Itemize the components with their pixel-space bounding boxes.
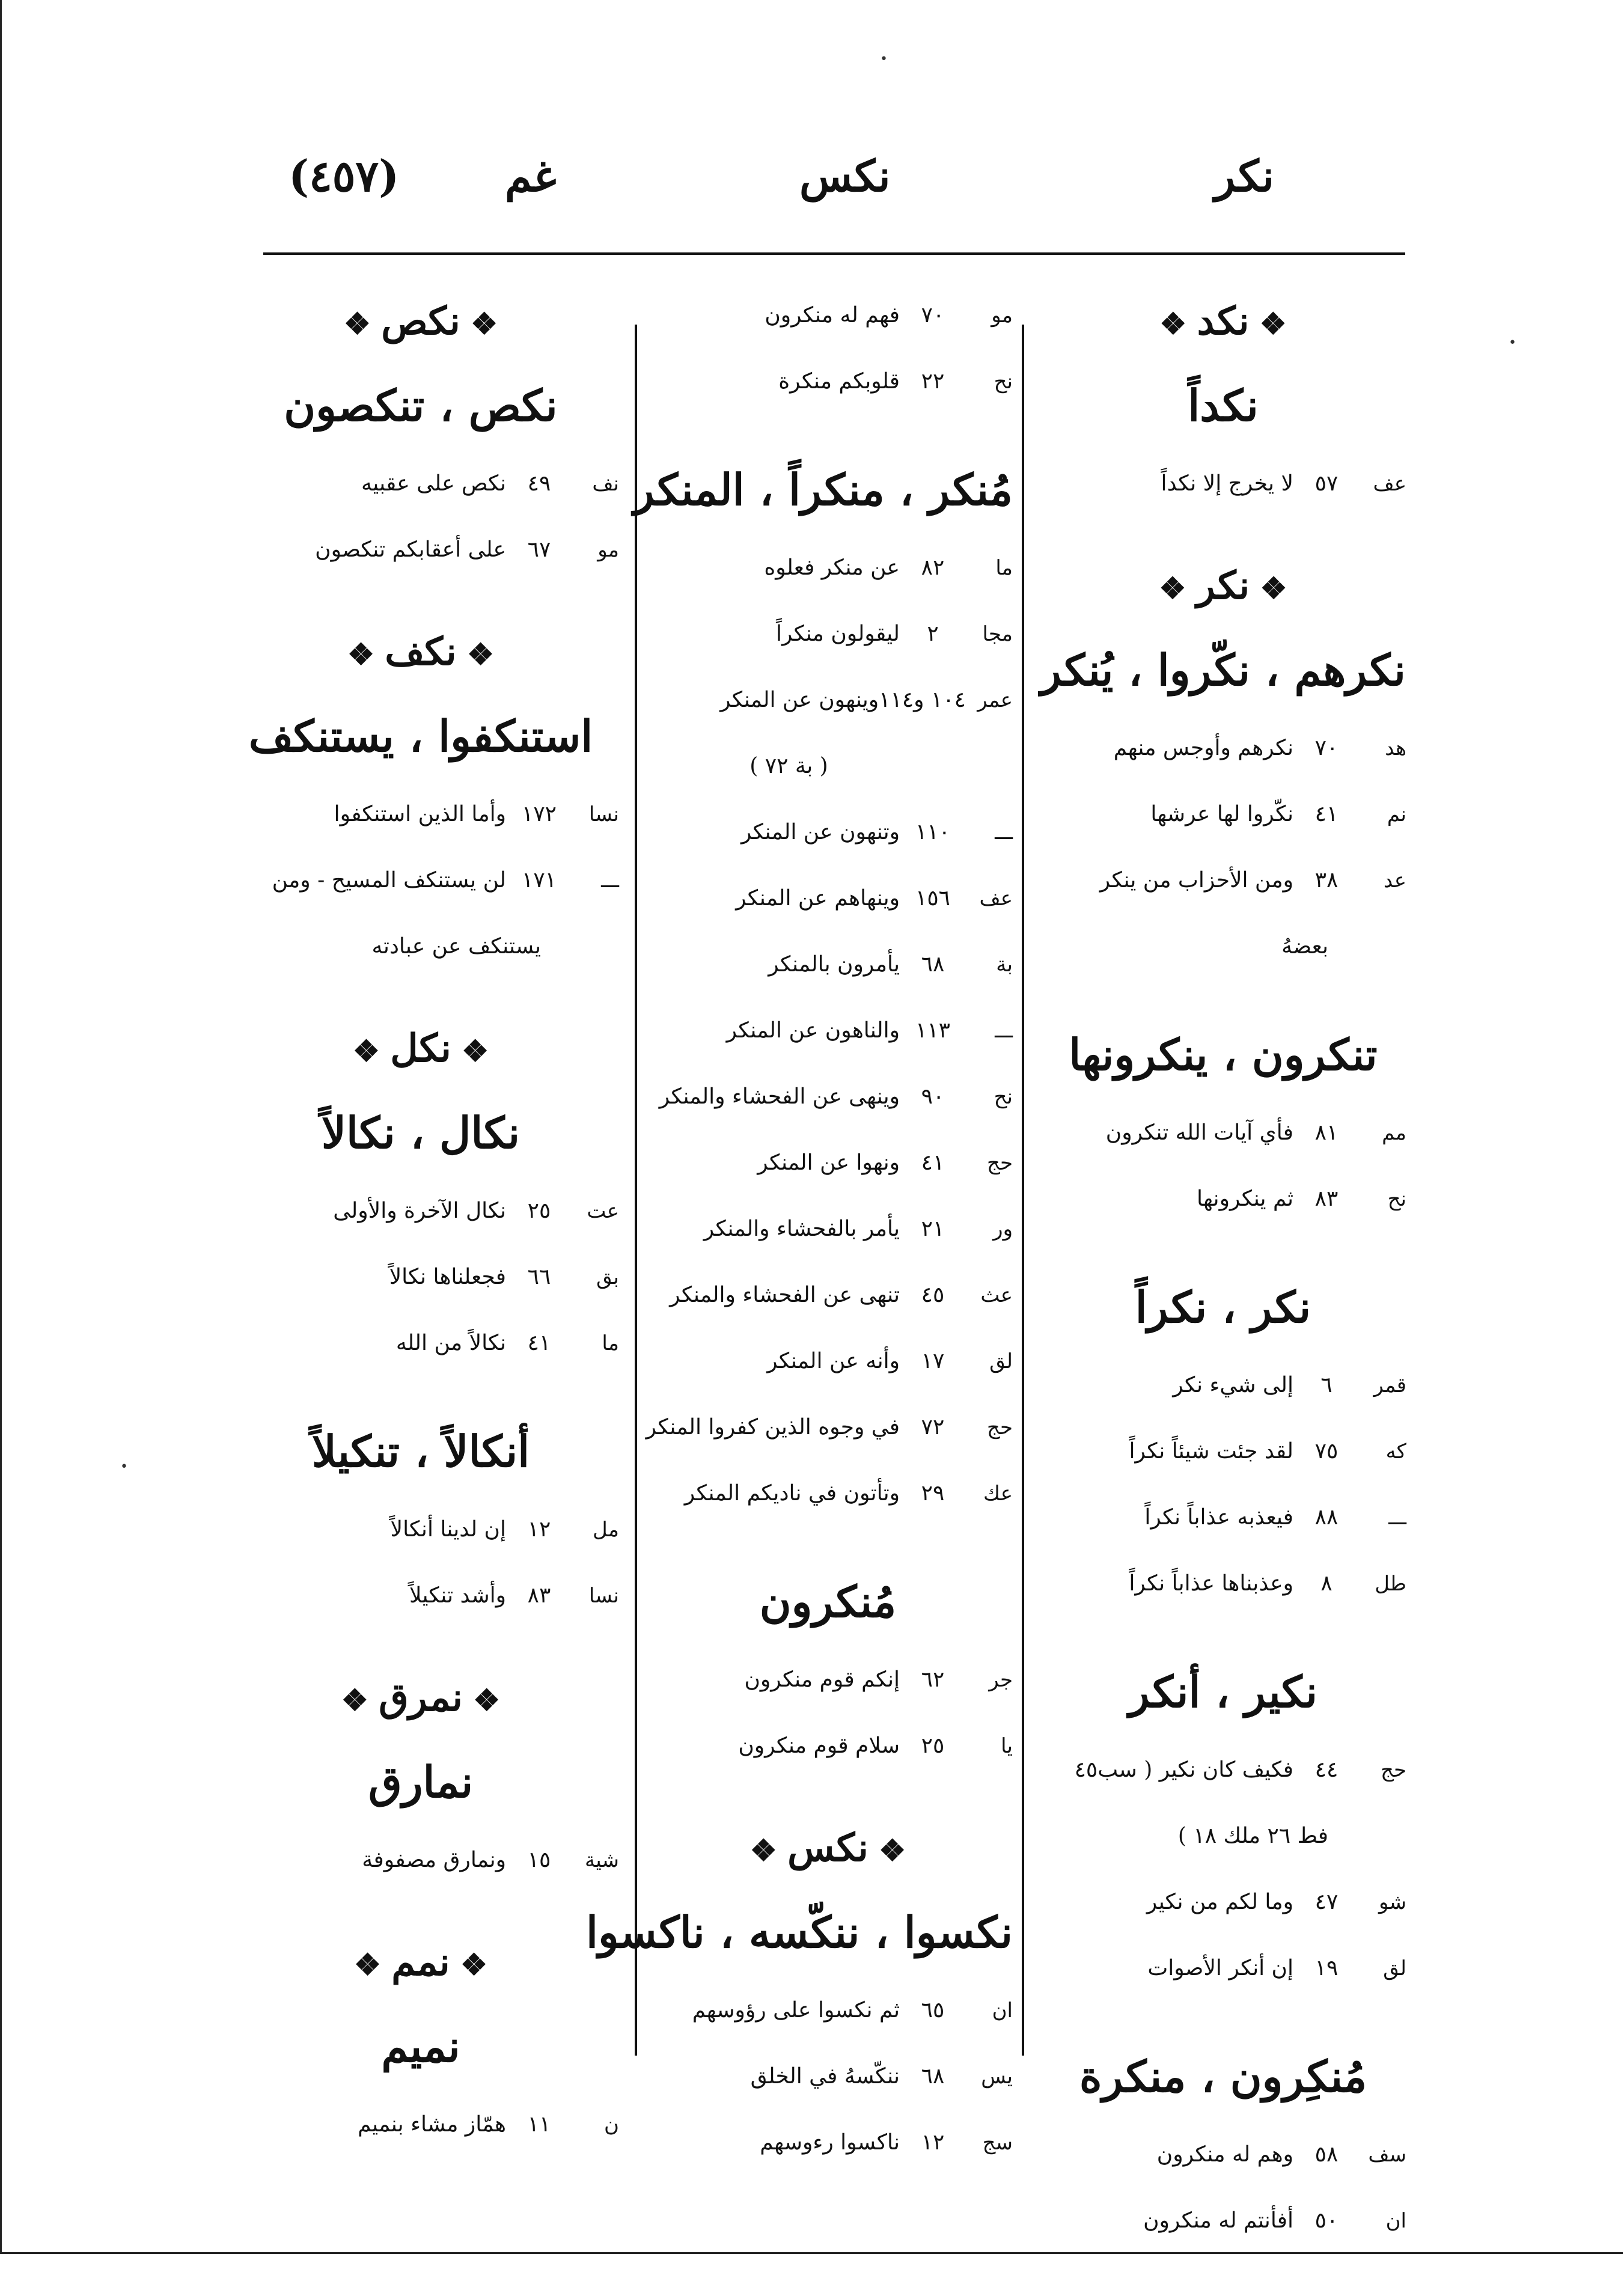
verse-text: ليقولون منكراً	[776, 621, 900, 646]
sura-abbrev: يا	[1001, 1734, 1013, 1758]
column-right	[1040, 282, 1406, 2233]
verse-entry	[643, 866, 1013, 932]
verse-number: ١١٠	[915, 820, 950, 844]
verse-text: أفأنتم له منكرون	[1143, 2208, 1293, 2233]
scan-speck: •	[120, 1459, 128, 1474]
verse-entry	[643, 2110, 1013, 2176]
verse-entry	[643, 1977, 1013, 2044]
spacer	[643, 1527, 1013, 1557]
sura-abbrev: سف	[1368, 2143, 1406, 2167]
ornament-icon: ❖	[749, 1833, 788, 1868]
verse-entry	[222, 1178, 619, 1244]
ornament-icon: ❖	[1250, 570, 1287, 606]
word-form-heading: نكداً	[1188, 380, 1259, 431]
verse-number: ٣٨	[1314, 868, 1339, 893]
sura-abbrev: كه	[1385, 1440, 1406, 1464]
sura-abbrev: عف	[1373, 472, 1406, 496]
spacer	[222, 583, 619, 613]
spacer	[1040, 1617, 1406, 1647]
verse-text: وعذبناها عذاباً نكراً	[1129, 1571, 1293, 1596]
sura-abbrev: مو	[597, 538, 619, 562]
verse-entry	[1040, 715, 1406, 781]
verse-entry	[643, 282, 1013, 349]
verse-number: ٨٣	[527, 1583, 551, 1608]
verse-number: ٦٢	[921, 1667, 945, 1692]
verse-entry	[643, 667, 1013, 733]
verse-number: ٦٦	[527, 1265, 551, 1289]
verse-number: ٩٠	[921, 1084, 945, 1109]
verse-entry	[643, 601, 1013, 667]
verse-text: وأشد تنكيلاً	[409, 1583, 506, 1608]
ornament-icon: ❖	[352, 1033, 391, 1069]
root-heading	[222, 1923, 619, 2002]
sura-abbrev: بة	[996, 953, 1013, 977]
verse-text: قلوبكم منكرة	[778, 369, 900, 394]
ornament-icon: ❖	[450, 1947, 487, 1982]
verse-text: فكيف كان نكير ( سب٤٥	[1074, 1757, 1293, 1782]
verse-number: ١٧	[921, 1349, 945, 1373]
sura-abbrev: عث	[980, 1283, 1013, 1307]
sura-abbrev: مل	[593, 1518, 619, 1542]
verse-number: ٤٩	[527, 471, 551, 496]
ornament-icon: ❖	[1159, 570, 1197, 606]
verse-entry	[1040, 1803, 1406, 1869]
verse-entry	[1040, 914, 1406, 980]
root-heading	[643, 1809, 1013, 1887]
sura-abbrev: نسا	[588, 802, 619, 826]
verse-text: نكالاً من الله	[395, 1331, 506, 1355]
sura-abbrev: حج	[1381, 1758, 1406, 1782]
verse-number: ٧٠	[1314, 736, 1339, 760]
verse-number: ٤١	[1314, 802, 1339, 826]
word-form-heading: مُنكِرون ، منكرة	[1079, 2051, 1367, 2102]
sura-abbrev: نف	[592, 472, 619, 496]
word-form-heading: أنكالاً ، تنكيلاً	[311, 1426, 530, 1477]
sura-abbrev: قمر	[1373, 1373, 1406, 1397]
column-left	[222, 282, 619, 2137]
sura-abbrev: ور	[993, 1217, 1013, 1241]
verse-number: ٨١	[1314, 1120, 1339, 1145]
sura-abbrev: عف	[979, 887, 1013, 911]
verse-entry	[643, 1461, 1013, 1527]
spacer	[643, 415, 1013, 445]
verse-number: ٥٠	[1314, 2208, 1339, 2233]
verse-number: ٢٢	[921, 369, 945, 394]
verse-entry	[643, 1196, 1013, 1262]
ornament-icon: ❖	[343, 306, 382, 341]
verse-entry	[1040, 1100, 1406, 1166]
sura-abbrev: نح	[1387, 1187, 1406, 1211]
verse-text: إنكم قوم منكرون	[744, 1667, 900, 1692]
verse-entry	[643, 799, 1013, 866]
verse-number: ٧٥	[1314, 1439, 1339, 1464]
verse-text: وينهاهم عن المنكر	[736, 886, 900, 911]
sura-abbrev: طل	[1375, 1572, 1406, 1596]
sura-abbrev: حج	[987, 1151, 1013, 1175]
spacer	[222, 2158, 619, 2188]
sura-abbrev: مو	[991, 304, 1013, 328]
verse-text: لن يستنكف المسيح - ومن	[272, 868, 506, 893]
sura-abbrev: نم	[1387, 802, 1406, 826]
verse-entry	[643, 733, 1013, 799]
verse-text: وتأتون في ناديكم المنكر	[684, 1481, 900, 1506]
verse-text: يأمرون بالمنكر	[768, 952, 900, 977]
sura-abbrev: عت	[587, 1199, 619, 1223]
verse-entry	[643, 1713, 1013, 1779]
verse-entry	[643, 932, 1013, 998]
ornament-icon: ❖	[1249, 306, 1287, 341]
verse-text: يستنكف عن عبادته	[371, 934, 541, 959]
ornament-icon: ❖	[456, 637, 494, 672]
spacer	[222, 1629, 619, 1659]
verse-number: ٢٩	[921, 1481, 945, 1506]
root-heading	[222, 1010, 619, 1088]
sura-abbrev: حج	[987, 1415, 1013, 1440]
verse-text: تنهى عن الفحشاء والمنكر	[670, 1283, 900, 1307]
verse-text: لا يخرج إلا نكداً	[1161, 471, 1293, 496]
verse-number: ٢	[927, 621, 939, 646]
verse-text: ومن الأحزاب من ينكر	[1099, 868, 1293, 893]
verse-entry	[222, 1497, 619, 1563]
verse-number: ٧٠	[921, 303, 945, 328]
sura-abbrev: ما	[602, 1331, 619, 1355]
verse-text: وينهى عن الفحشاء والمنكر	[659, 1084, 900, 1109]
running-head-word: نكس	[799, 150, 891, 201]
verse-text: فهم له منكرون	[765, 303, 900, 328]
verse-number: ١٩	[1314, 1956, 1339, 1980]
word-form-heading: تنكرون ، ينكرونها	[1069, 1029, 1378, 1080]
verse-text: وتنهون عن المنكر	[740, 820, 900, 844]
root-heading	[222, 282, 619, 361]
verse-text: إن أنكر الأصوات	[1147, 1956, 1293, 1980]
sura-abbrev: مجا	[982, 622, 1013, 646]
sura-abbrev: نح	[994, 1085, 1013, 1109]
spacer	[1040, 1232, 1406, 1262]
verse-number: ٦٨	[921, 952, 945, 977]
verse-entry	[1040, 1737, 1406, 1803]
verse-entry	[1040, 1352, 1406, 1418]
verse-text: فيعذبه عذاباً نكراً	[1144, 1505, 1293, 1530]
verse-entry	[643, 535, 1013, 601]
verse-entry	[1040, 1935, 1406, 2002]
verse-entry	[1040, 1551, 1406, 1617]
verse-number: ١١٣	[915, 1018, 950, 1043]
verse-text: نكّروا لها عرشها	[1150, 802, 1293, 826]
verse-text: فأي آيات الله تنكرون	[1105, 1120, 1293, 1145]
verse-text: وما لكم من نكير	[1146, 1890, 1293, 1914]
root-word: نكف	[385, 629, 457, 674]
verse-text: على أعقابكم تنكصون	[315, 537, 506, 562]
verse-text: لقد جئت شيئاً نكراً	[1129, 1439, 1293, 1464]
scan-speck: •	[880, 52, 888, 67]
verse-number: ٦٨	[921, 2064, 945, 2089]
verse-text: ثم ينكرونها	[1196, 1186, 1293, 1211]
verse-entry	[222, 1563, 619, 1629]
verse-number: ٧٢	[921, 1415, 945, 1440]
verse-number: ١٢	[527, 1517, 551, 1542]
verse-entry	[1040, 2188, 1406, 2254]
sura-abbrev: ـــ	[995, 820, 1013, 844]
verse-text: نكص على عقبيه	[361, 471, 506, 496]
verse-text: إلى شيء نكر	[1173, 1373, 1293, 1397]
spacer	[1040, 517, 1406, 547]
ornament-icon: ❖	[462, 1682, 501, 1718]
verse-entry	[643, 1130, 1013, 1196]
verse-entry	[1040, 1869, 1406, 1935]
verse-text: همّاز مشاء بنميم	[358, 2112, 506, 2137]
spacer	[222, 1893, 619, 1923]
verse-text: نكال الآخرة والأولى	[333, 1198, 506, 1223]
verse-text: فط ٢٦ ملك ١٨ )	[1177, 1824, 1328, 1848]
sura-abbrev: ـــ	[601, 869, 619, 893]
verse-text: ثم نكسوا على رؤوسهم	[692, 1998, 900, 2023]
column-divider	[635, 325, 637, 2056]
verse-entry	[1040, 781, 1406, 847]
verse-entry	[222, 914, 619, 980]
verse-number: ٨٢	[921, 555, 945, 580]
sura-abbrev: شو	[1378, 1890, 1406, 1914]
verse-entry	[222, 1310, 619, 1376]
verse-number: ٤٥	[921, 1283, 945, 1307]
verse-text: نكرهم وأوجس منهم	[1113, 736, 1293, 760]
root-word: نكس	[787, 1825, 868, 1870]
root-word: نمرق	[379, 1675, 463, 1720]
verse-number: ١٥	[527, 1848, 551, 1872]
root-word: نكد	[1197, 299, 1250, 344]
verse-number: ١٧٢	[521, 802, 557, 826]
verse-number: ٨٨	[1314, 1505, 1339, 1530]
sura-abbrev: لق	[1383, 1956, 1406, 1980]
verse-entry	[643, 1262, 1013, 1328]
verse-entry	[222, 847, 619, 914]
root-word: نكل	[390, 1026, 451, 1071]
spacer	[643, 1779, 1013, 1809]
verse-entry	[643, 998, 1013, 1064]
root-heading	[222, 613, 619, 691]
verse-number: ٨	[1320, 1571, 1332, 1596]
verse-entry	[643, 1394, 1013, 1461]
verse-text: فجعلناها نكالاً	[389, 1265, 506, 1289]
verse-number: ١٥٦	[915, 886, 950, 911]
verse-text: إن لدينا أنكالاً	[390, 1517, 506, 1542]
verse-entry	[222, 517, 619, 583]
sura-abbrev: نسا	[588, 1584, 619, 1608]
root-word: نكر	[1196, 563, 1250, 608]
spacer	[222, 980, 619, 1010]
verse-entry	[222, 1244, 619, 1310]
verse-entry	[1040, 1485, 1406, 1551]
verse-text: ونهوا عن المنكر	[757, 1150, 900, 1175]
sura-abbrev: ن	[604, 2113, 619, 2137]
verse-number: ٤١	[921, 1150, 945, 1175]
verse-entry	[643, 349, 1013, 415]
verse-text: عن منكر فعلوه	[764, 555, 900, 580]
verse-entry	[222, 451, 619, 517]
running-head-word: غم	[505, 150, 557, 201]
verse-entry	[643, 1328, 1013, 1394]
verse-entry	[1040, 1418, 1406, 1485]
sura-abbrev: سج	[982, 2131, 1013, 2155]
sura-abbrev: ـــ	[1388, 1506, 1406, 1530]
spacer	[1040, 980, 1406, 1010]
ornament-icon: ❖	[347, 637, 385, 672]
verse-text: وأنه عن المنكر	[767, 1349, 900, 1373]
scan-speck: •	[1509, 335, 1516, 350]
verse-number: ٢١	[921, 1217, 945, 1241]
root-word: نكص	[381, 299, 460, 344]
sura-abbrev: بق	[596, 1265, 619, 1289]
spacer	[1040, 2254, 1406, 2284]
spacer	[643, 2176, 1013, 2206]
verse-text: بعضهُ	[1281, 934, 1328, 959]
verse-number: ١٢	[921, 2130, 945, 2155]
running-head	[264, 150, 1406, 216]
verse-text: ( بة ٧٢ )	[749, 754, 828, 778]
word-form-heading: نكسوا ، ننكّسه ، ناكسوا	[585, 1907, 1013, 1958]
verse-number: ٦٧	[527, 537, 551, 562]
verse-number: ١١	[527, 2112, 551, 2137]
sura-abbrev: عمر	[977, 688, 1013, 712]
word-form-heading: مُنكر ، منكراً ، المنكر	[633, 464, 1013, 515]
word-form-heading: استنكفوا ، يستنكف	[248, 710, 593, 762]
verse-text: ننكّسهُ في الخلق	[750, 2064, 900, 2089]
sura-abbrev: ان	[992, 1998, 1013, 2023]
verse-entry	[222, 1827, 619, 1893]
verse-number: ٥٨	[1314, 2142, 1339, 2167]
verse-text: والناهون عن المنكر	[726, 1018, 900, 1043]
sura-abbrev: لق	[989, 1349, 1013, 1373]
sura-abbrev: نح	[994, 370, 1013, 394]
column-divider	[1022, 325, 1024, 2056]
verse-text: ونمارق مصفوفة	[362, 1848, 506, 1872]
verse-text: وأما الذين استنكفوا	[334, 802, 506, 826]
verse-text: في وجوه الذين كفروا المنكر	[646, 1415, 900, 1440]
root-heading	[222, 1659, 619, 1737]
ornament-icon: ❖	[354, 1947, 392, 1982]
verse-text: وينهون عن المنكر	[720, 688, 879, 712]
running-head-word: نكر	[1214, 150, 1274, 201]
verse-number: ٨٣	[1314, 1186, 1339, 1211]
root-word: نمم	[391, 1940, 450, 1985]
ornament-icon: ❖	[451, 1033, 489, 1069]
verse-number: ٦	[1320, 1373, 1332, 1397]
spacer	[1040, 2002, 1406, 2032]
sura-abbrev: عد	[1383, 869, 1406, 893]
verse-entry	[1040, 1166, 1406, 1232]
header-rule	[263, 252, 1405, 255]
sura-abbrev: ما	[995, 556, 1013, 580]
sura-abbrev: عك	[983, 1482, 1013, 1506]
word-form-heading: نكرهم ، نكّروا ، يُنكر	[1040, 644, 1406, 695]
sura-abbrev: جر	[989, 1668, 1013, 1692]
spacer	[222, 1376, 619, 1406]
verse-entry	[222, 781, 619, 847]
sura-abbrev: شية	[585, 1848, 619, 1872]
verse-text: وهم له منكرون	[1156, 2142, 1293, 2167]
verse-text: سلام قوم منكرون	[738, 1733, 900, 1758]
page-number: (٤٥٧)	[288, 150, 400, 201]
ornament-icon: ❖	[1159, 306, 1197, 341]
verse-number: ١٧١	[521, 868, 557, 893]
verse-entry	[643, 1647, 1013, 1713]
verse-number: ٦٥	[921, 1998, 945, 2023]
verse-entry	[222, 2092, 619, 2158]
word-form-heading: نمارق	[368, 1756, 474, 1807]
root-heading	[1040, 282, 1406, 361]
verse-entry	[1040, 2122, 1406, 2188]
sura-abbrev: هد	[1385, 736, 1406, 760]
word-form-heading: نكر ، نكراً	[1135, 1281, 1311, 1333]
verse-number: ٥٧	[1314, 471, 1339, 496]
verse-number: ٢٥	[921, 1733, 945, 1758]
root-heading	[1040, 547, 1406, 625]
verse-number: ٤٤	[1314, 1757, 1339, 1782]
verse-entry	[643, 1064, 1013, 1130]
verse-number: ٤١	[527, 1331, 551, 1355]
verse-entry	[1040, 451, 1406, 517]
ornament-icon: ❖	[868, 1833, 906, 1868]
sura-abbrev: مم	[1382, 1121, 1406, 1145]
word-form-heading: نميم	[381, 2021, 460, 2072]
sura-abbrev: ـــ	[995, 1019, 1013, 1043]
sura-abbrev: ان	[1385, 2209, 1406, 2233]
ornament-icon: ❖	[341, 1682, 379, 1718]
verse-entry	[1040, 847, 1406, 914]
ornament-icon: ❖	[460, 306, 498, 341]
verse-number: ١٠٤ و١١٤	[879, 688, 966, 712]
verse-number: ٢٥	[527, 1198, 551, 1223]
verse-text: يأمر بالفحشاء والمنكر	[703, 1217, 900, 1241]
verse-entry	[643, 2044, 1013, 2110]
word-form-heading: نكال ، نكالاً	[321, 1107, 520, 1158]
word-form-heading: نكير ، أنكر	[1128, 1666, 1318, 1717]
verse-number: ٤٧	[1314, 1890, 1339, 1914]
word-form-heading: نكص ، تنكصون	[284, 380, 558, 431]
verse-text: ناكسوا رءوسهم	[760, 2130, 900, 2155]
word-form-heading: مُنكرون	[759, 1576, 897, 1627]
sura-abbrev: يس	[981, 2065, 1013, 2089]
